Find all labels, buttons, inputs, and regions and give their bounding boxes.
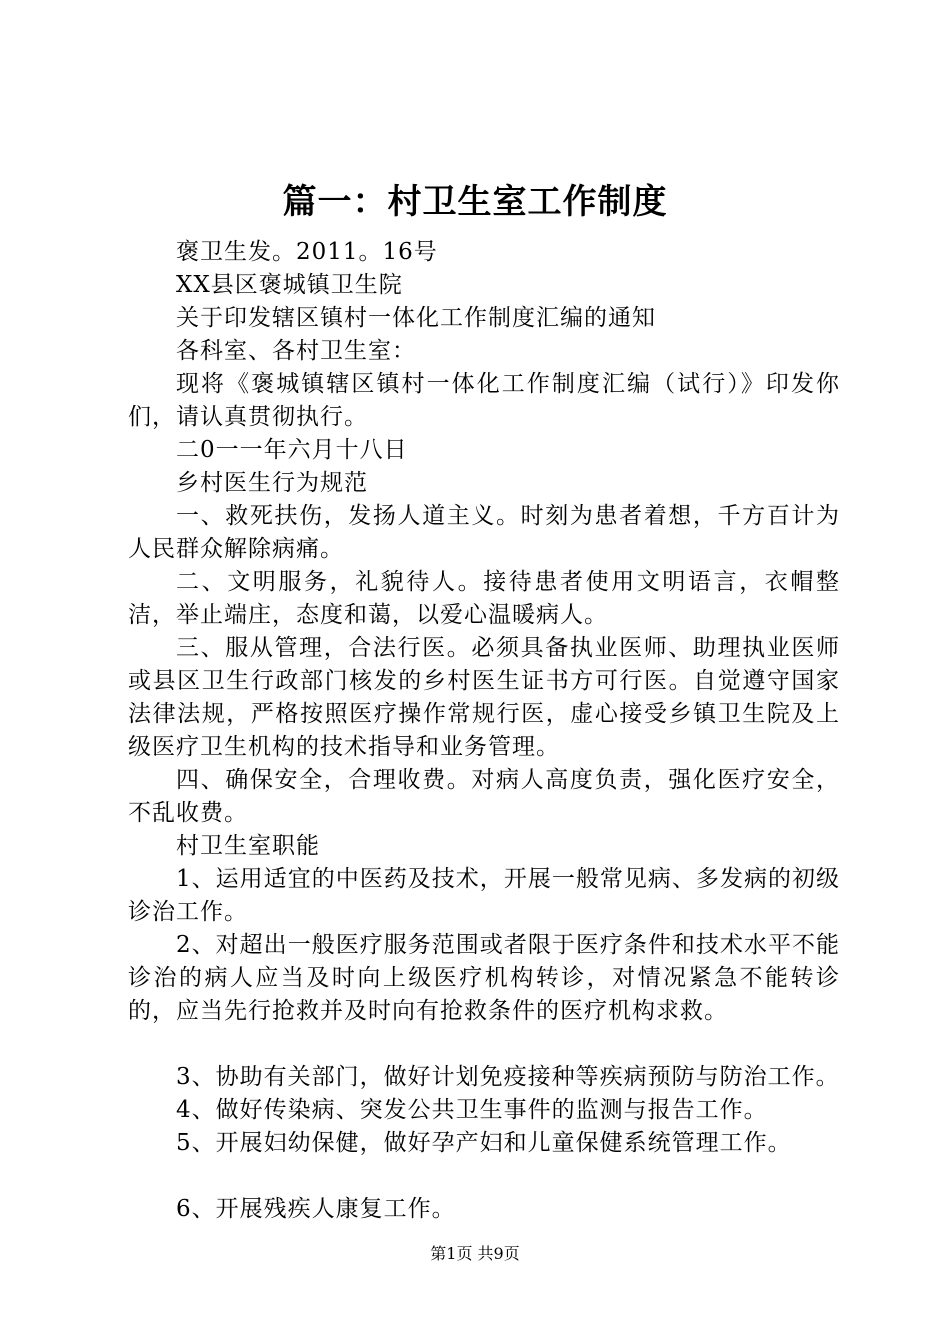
paragraph: 各科室、各村卫生室：	[176, 338, 416, 364]
paragraph: 现将《褒城镇辖区镇村一体化工作制度汇编（试行）》印发你们，请认真贯彻执行。	[128, 371, 840, 430]
paragraph: 三、服从管理，合法行医。必须具备执业医师、助理执业医师或县区卫生行政部门核发的乡村医生证书方可行医。自觉遵守国家法律法规，严格按照医疗操作常规行医，虚心接受乡镇卫生院及上级医疗卫生机构的技术指导和业务管理。	[128, 635, 840, 760]
page-footer: 第1页 共9页	[430, 1244, 520, 1263]
paragraph: 乡村医生行为规范	[176, 470, 368, 496]
paragraph: 一、救死扶伤，发扬人道主义。时刻为患者着想，千方百计为人民群众解除病痛。	[128, 503, 840, 562]
paragraph: 3、协助有关部门，做好计划免疫接种等疾病预防与防治工作。	[176, 1064, 840, 1090]
paragraph: 二0一一年六月十八日	[176, 437, 408, 463]
paragraph: 6、开展残疾人康复工作。	[176, 1196, 456, 1222]
paragraph: 褒卫生发。2011。16号	[176, 239, 438, 265]
paragraph: 四、确保安全，合理收费。对病人高度负责，强化医疗安全，不乱收费。	[128, 767, 840, 826]
paragraph: 关于印发辖区镇村一体化工作制度汇编的通知	[176, 305, 656, 331]
document-body	[128, 236, 840, 1226]
document-title: 篇一：村卫生室工作制度	[282, 182, 668, 222]
paragraph: 1、运用适宜的中医药及技术，开展一般常见病、多发病的初级诊治工作。	[128, 866, 840, 925]
paragraph: 二、文明服务，礼貌待人。接待患者使用文明语言，衣帽整洁，举止端庄，态度和蔼，以爱心温暖病人。	[128, 569, 840, 628]
paragraph: 2、对超出一般医疗服务范围或者限于医疗条件和技术水平不能诊治的病人应当及时向上级医疗机构转诊，对情况紧急不能转诊的，应当先行抢救并及时向有抢救条件的医疗机构求救。	[128, 932, 840, 1024]
paragraph: 5、开展妇幼保健，做好孕产妇和儿童保健系统管理工作。	[176, 1130, 792, 1156]
paragraph: 4、做好传染病、突发公共卫生事件的监测与报告工作。	[176, 1097, 768, 1123]
paragraph: XX县区褒城镇卫生院	[176, 272, 403, 298]
paragraph: 村卫生室职能	[176, 833, 320, 859]
